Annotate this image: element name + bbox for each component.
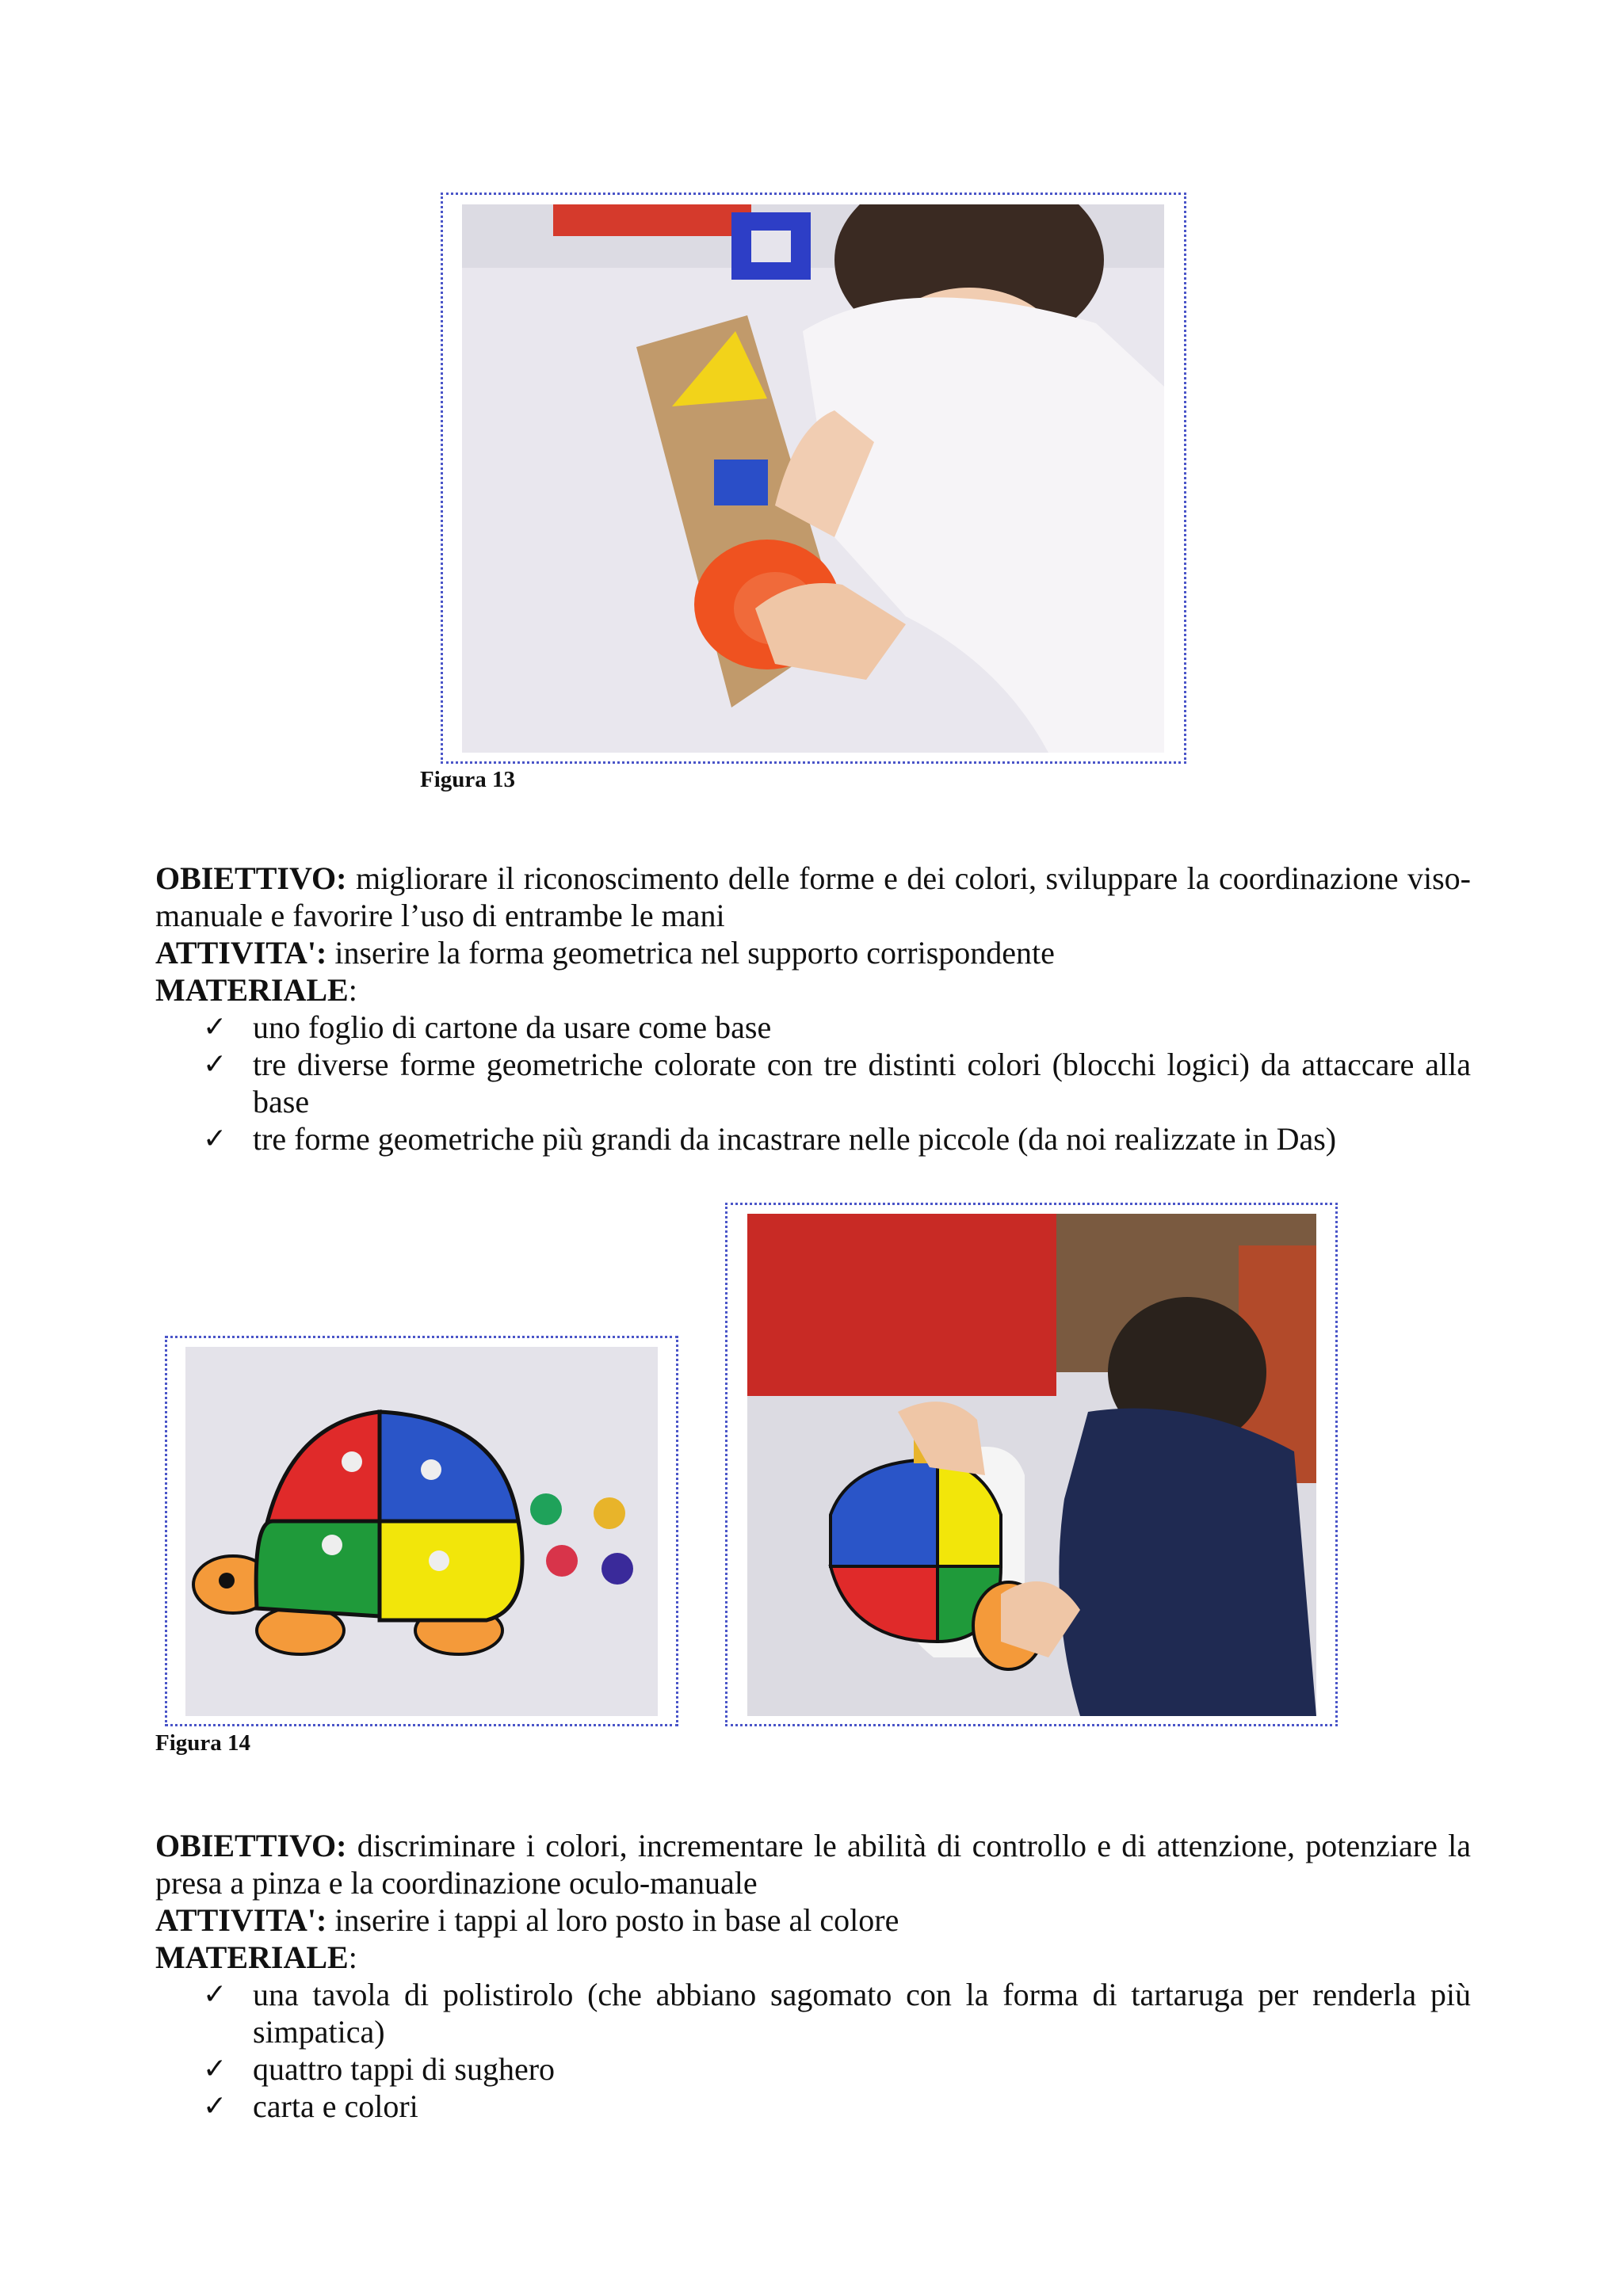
- material-colon: :: [348, 972, 357, 1008]
- list-item: [155, 2088, 1471, 2125]
- objective-paragraph: [155, 1827, 1471, 1901]
- list-item-text: tre diverse forme geometriche colorate con tre distinti colori (blocchi logici) da attaccare alla base: [253, 1047, 1471, 1119]
- material-heading: [155, 1939, 1471, 1976]
- section-2: [155, 1827, 1471, 2125]
- figure-13-photo: [462, 204, 1164, 753]
- material-heading: [155, 971, 1471, 1009]
- objective-label: OBIETTIVO:: [155, 1828, 347, 1863]
- activity-label: ATTIVITA':: [155, 1902, 327, 1938]
- list-item: [155, 1976, 1471, 2050]
- material-colon: :: [348, 1939, 357, 1975]
- list-item-text: quattro tappi di sughero: [253, 2051, 556, 2087]
- figure-14-child-photo: [747, 1214, 1316, 1716]
- list-item-text: uno foglio di cartone da usare come base: [253, 1009, 772, 1045]
- activity-label: ATTIVITA':: [155, 935, 327, 971]
- check-mark-icon: ✓: [203, 1123, 227, 1155]
- figure-14-caption: Figura 14: [155, 1730, 251, 1756]
- check-mark-icon: ✓: [203, 1011, 227, 1043]
- list-item: [155, 1120, 1471, 1158]
- objective-text: discriminare i colori, incrementare le abilità di controllo e di attenzione, potenziare la presa a pinza e la coordinazione oculo-manuale: [155, 1828, 1471, 1901]
- objective-text: migliorare il riconoscimento delle forme e dei colori, sviluppare la coordinazione viso-manuale e favorire l’uso di entrambe le mani: [155, 860, 1471, 933]
- material-label: MATERIALE: [155, 1939, 349, 1975]
- material-list: [155, 1976, 1471, 2125]
- section-1: [155, 860, 1471, 1158]
- objective-label: OBIETTIVO:: [155, 860, 347, 896]
- list-item: [155, 2050, 1471, 2088]
- list-item-text: tre forme geometriche più grandi da incastrare nelle piccole (da noi realizzate in Das): [253, 1121, 1337, 1157]
- activity-paragraph: [155, 934, 1471, 971]
- list-item-text: una tavola di polistirolo (che abbiano sagomato con la forma di tartaruga per renderla più simpatica): [253, 1977, 1471, 2050]
- activity-text: inserire la forma geometrica nel supporto corrispondente: [327, 935, 1055, 971]
- list-item: [155, 1046, 1471, 1120]
- check-mark-icon: ✓: [203, 2090, 227, 2122]
- figure-14-turtle-photo: [185, 1347, 658, 1716]
- list-item: [155, 1009, 1471, 1046]
- figure-13-caption: Figura 13: [420, 767, 516, 792]
- check-mark-icon: ✓: [203, 1048, 227, 1081]
- material-list: [155, 1009, 1471, 1158]
- activity-paragraph: [155, 1901, 1471, 1939]
- check-mark-icon: ✓: [203, 2053, 227, 2085]
- list-item-text: carta e colori: [253, 2088, 418, 2124]
- check-mark-icon: ✓: [203, 1978, 227, 2011]
- activity-text: inserire i tappi al loro posto in base al colore: [327, 1902, 899, 1938]
- material-label: MATERIALE: [155, 972, 349, 1008]
- objective-paragraph: [155, 860, 1471, 934]
